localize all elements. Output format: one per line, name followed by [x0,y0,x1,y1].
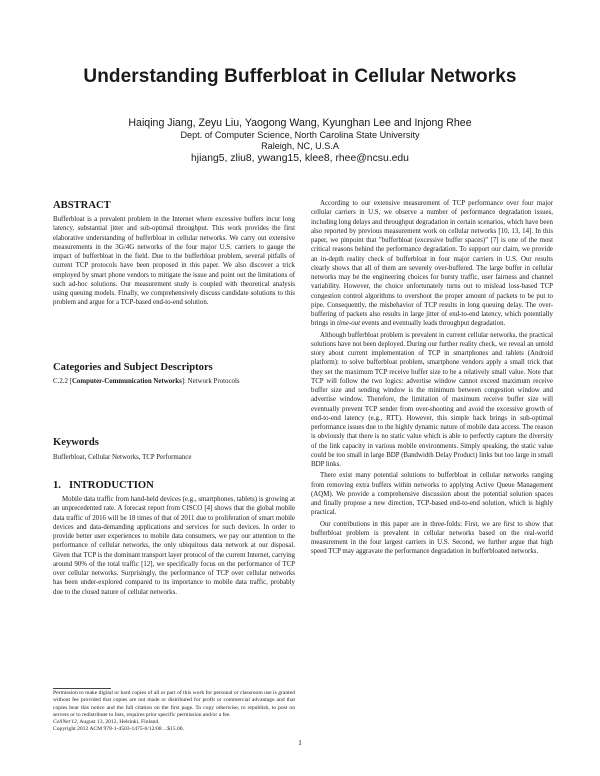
page-number: 1 [298,738,302,747]
paper-title: Understanding Bufferbloat in Cellular Networks [83,66,517,87]
permission-footnote [53,690,295,734]
category-code: C.2.2 [ [53,378,72,385]
copyright-line: Copyright 2012 ACM 978-1-4503-1475-6/12/08 ...$15.00. [53,726,184,733]
paragraph-2-italic: time-out [337,320,361,328]
intro-paragraph-3: Although bufferbloat problem is prevalent in current cellular networks, the practical solutions have not been deployed. During our further reality check, we reveal an untold story about current implementation of TCP in smartphones and tablets (Android platform): to solve bufferbloat problem, smartphone vendors apply a small trick that they set the maximum TCP receive buffer size to be a relatively small value. Note that TCP will follow the two logics: advertise window cannot exceed maximum receive buffer size and sending window is the minimum between congestion window and advertise window. Therefore, the limitation of maximum receive buffer size will eventually prevent TCP sender from over-shooting and avoid the excessive growth of end-to-end latency (e.g., RTT). However, this simple hack brings in sub-optimal performance issues due to the highly dynamic nature of mobile data access. The reason is obviously that there is no static value which is able to perfectly capture the diversity of the link capacity in various mobile environments. Simply speaking, the static value could be too small in large BDP (Bandwidth Delay Product) links but too large in small BDP links. [311,331,553,468]
intro-paragraph-4: There exist many potential solutions to bufferbloat in cellular networks ranging from removing extra buffers within networks to applying Active Queue Management (AQM). We provide a comprehensive discussion about the potential solution spaces and finally propose a new direction, TCP-based end-to-end solution, which is highly practical. [311,472,553,517]
keywords-body: Bufferbloat, Cellular Networks, TCP Performance [53,454,192,461]
intro-paragraph-2 [311,199,553,329]
categories-section [53,361,295,386]
venue-date: August 13, 2012, Helsinki, Finland. [78,719,160,726]
right-column [311,199,553,557]
abstract-section [53,199,295,308]
author-list: Haiqing Jiang, Zeyu Liu, Yaogong Wang, Kyunghan Lee and Injong Rhee [128,117,472,129]
keywords-heading: Keywords [53,437,99,448]
intro-paragraph-5: Our contributions in this paper are in three-folds: First, we are first to show that bufferbloat problem is prevalent in cellular networks based on the real-world measurement in the four largest carriers in U.S. Second, we further argue that high speed TCP may aggravate the performance degradation in bufferbloated networks. [311,520,553,556]
introduction-heading [53,479,295,492]
categories-body [53,377,295,386]
introduction-section [53,479,295,597]
author-emails: hjiang5, zliu8, ywang15, klee8, rhee@ncsu.edu [191,153,409,164]
affiliation [40,130,560,152]
affiliation-department: Dept. of Computer Science, North Carolina State University [180,130,420,140]
paragraph-2-text: According to our extensive measurement of TCP performance over four major cellular carriers in U.S, we observe a number of performance degradation issues, including long delays and throughput degradation in certain scenarios, which have been also reported by previous measurement work on cellular networks [10, 13, 14]. In this paper, we pinpoint that "bufferbloat (excessive buffer spaces)" [7] is one of the most critical reasons behind the performance degradation. To support our claim, we provide an in-depth reality check of bufferbloat in four major carriers in U.S. Our results clearly shows that all of them are severely over-buffered. The large buffer in cellular networks may be the engineering choices for bursty traffic, user fairness and channel variability. However, the choice unfortunately turns out to mislead loss-based TCP congestion control algorithms to overshoot the proper amount of packets to be put to pipe. Consequently, the misbehavior of TCP results in long queuing delay. The over-buffering of packets also results in large jitter of end-to-end latency, which potentially brings in [311,200,553,328]
category-rest: ]: Network Protocols [181,378,240,385]
paragraph-2-tail: events and eventually leads throughput degradation. [360,320,506,328]
keywords-section [53,436,295,462]
venue-name: CellNet'12, [53,719,79,726]
footnote-divider [53,688,111,689]
abstract-body: Bufferbloat is a prevalent problem in the Internet where excessive buffers incur long latency, substantial jitter and sub-optimal throughput. This work provides the first elaborative understanding of bufferbloat in cellular networks. We carry out extensive measurements in the 3G/4G networks of the four major U.S. carriers to gauge the impact of bufferbloat in the field. Due to the bufferbloat problem, several pitfalls of current TCP protocols have been proposed in this paper. We also discover a trick employed by smart phone vendors to mitigate the issue and point out the limitations of such ad-hoc solutions. Our measurement study is coupled with theoretical analysis using queuing models. Finally, we comprehensively discuss candidate solutions to this problem and argue for a TCP-based end-to-end solution. [53,216,295,307]
permission-text: Permission to make digital or hard copies of all or part of this work for personal or classroom use is granted without fee provided that copies are not made or distributed for profit or commercial advantage and that copies bear this notice and the full citation on the first page. To copy otherwise, to republish, to post on servers or to redistribute to lists, requires prior specific permission and/or a fee. [53,690,295,718]
section-number: 1. [53,480,61,491]
category-name: Computer-Communication Networks [71,378,182,385]
affiliation-location: Raleigh, NC, U.S.A [261,141,339,151]
intro-paragraph-1: Mobile data traffic from hand-held devices (e.g., smartphones, tablets) is growing at an unprecedented rate. A forecast report from CISCO [4] shows that the global mobile data traffic of 2016 will be 18 times of that of 2011 due to proliferation of smart mobile devices and data-demanding applications and services for such devices. In order to provide better user experiences to mobile data consumers, we pay our attention to the performance of cellular networks, the only ubiquitous data network at our disposal. Given that TCP is the dominant transport layer protocol of the current Internet, carrying around 90% of the total traffic [12], we specifically focus on the performance of TCP over cellular networks. Surprisingly, the performance of TCP over cellular networks has been under-explored compared to its importance to mobile data traffic, probably due to the closed nature of cellular networks. [53,496,295,596]
abstract-heading: ABSTRACT [53,200,111,211]
section-title: INTRODUCTION [68,480,154,491]
categories-heading: Categories and Subject Descriptors [53,362,213,373]
